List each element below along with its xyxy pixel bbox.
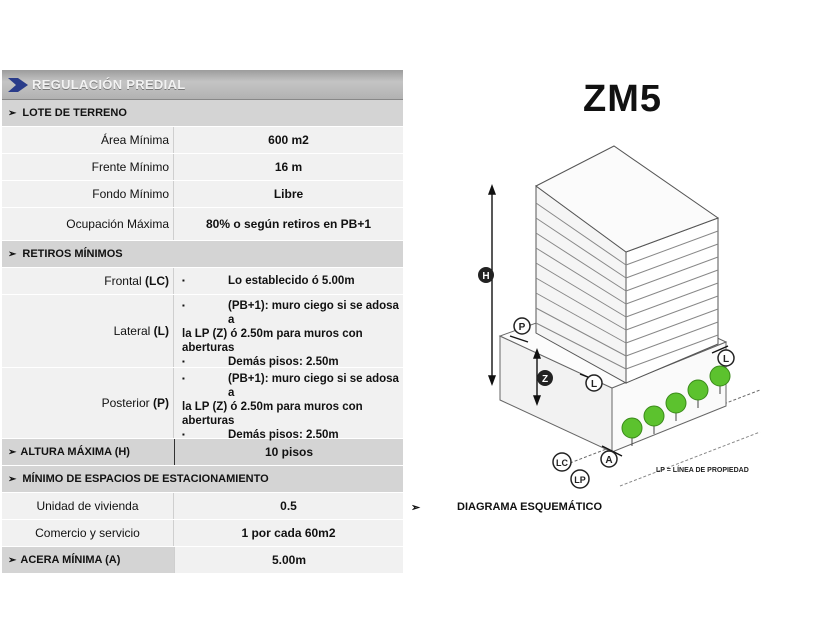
altura-row xyxy=(2,439,403,466)
row-label: Frente Mínimo xyxy=(2,154,174,180)
table-row xyxy=(2,208,403,241)
caption-text: DIAGRAMA ESQUEMÁTICO xyxy=(457,501,603,513)
label-l: L xyxy=(590,379,598,390)
arrow-icon: ➢ xyxy=(8,248,17,260)
section-title: MÍNIMO DE ESPACIOS DE ESTACIONAMIENTO xyxy=(22,473,269,485)
row-value: 0.5 xyxy=(280,499,297,513)
bullet-icon: ▪ xyxy=(182,357,185,366)
label-code: (LC) xyxy=(145,274,169,288)
value-text: (PB+1): muro ciego si se adosa a xyxy=(228,373,399,399)
table-header xyxy=(2,70,403,100)
value-text: aberturas xyxy=(182,342,235,354)
row-label xyxy=(2,547,175,573)
row-value: 10 pisos xyxy=(264,445,314,459)
table-row xyxy=(2,368,403,439)
label-lp: LP xyxy=(574,475,586,485)
table-row xyxy=(2,520,403,547)
table-row xyxy=(2,493,403,520)
row-label: Comercio y servicio xyxy=(2,520,174,546)
label-code: (L) xyxy=(153,324,169,338)
label-text: Lateral xyxy=(113,324,151,338)
label-text: Frontal xyxy=(104,274,142,288)
row-value: 80% o según retiros en PB+1 xyxy=(205,217,372,231)
label-h: H xyxy=(482,271,490,282)
row-label: Área Mínima xyxy=(2,127,174,153)
label-a: A xyxy=(605,455,613,466)
bullet-icon: ▪ xyxy=(182,301,185,310)
value-text: Demás pisos: 2.50m xyxy=(228,429,339,441)
regulation-table xyxy=(2,70,403,573)
table-row xyxy=(2,181,403,208)
legend-text: LP = LÍNEA DE PROPIEDAD xyxy=(656,467,749,474)
row-label xyxy=(2,295,174,367)
row-value: Libre xyxy=(273,187,304,201)
value-text: la LP (Z) ó 2.50m para muros con xyxy=(182,328,363,340)
arrow-icon: ➢ xyxy=(8,473,17,485)
label-text: ALTURA MÁXIMA (H) xyxy=(20,446,130,458)
table-row xyxy=(2,268,403,295)
section-title: RETIROS MÍNIMOS xyxy=(22,248,123,260)
row-value xyxy=(174,268,403,294)
diagram-caption xyxy=(411,501,602,514)
section-title: LOTE DE TERRENO xyxy=(22,107,127,119)
row-label xyxy=(2,439,175,465)
label-l: L xyxy=(722,354,730,365)
bullet-icon: ▪ xyxy=(182,374,185,383)
row-label: Ocupación Máxima xyxy=(2,208,174,240)
row-label xyxy=(2,268,174,294)
row-value: 1 por cada 60m2 xyxy=(241,526,336,540)
row-value: 600 m2 xyxy=(268,133,309,147)
section-lote xyxy=(2,100,403,127)
row-value xyxy=(174,368,403,441)
arrow-icon: ➢ xyxy=(8,554,17,566)
row-label: Fondo Mínimo xyxy=(2,181,174,207)
label-z: Z xyxy=(541,374,549,385)
bullet-icon: ▪ xyxy=(182,276,185,285)
chevron-right-icon xyxy=(8,78,28,92)
row-label: Unidad de vivienda xyxy=(2,493,174,519)
row-value: 16 m xyxy=(274,160,303,174)
table-row xyxy=(2,127,403,154)
table-title: REGULACIÓN PREDIAL xyxy=(32,77,186,92)
row-label xyxy=(2,368,174,438)
value-text: la LP (Z) ó 2.50m para muros con xyxy=(182,401,363,413)
label-lc: LC xyxy=(556,458,568,468)
arrow-icon: ➢ xyxy=(8,446,17,458)
value-text: Demás pisos: 2.50m xyxy=(228,356,339,368)
label-p: P xyxy=(518,322,526,333)
row-value xyxy=(174,295,403,367)
label-text: ACERA MÍNIMA (A) xyxy=(20,554,121,566)
value-text: aberturas xyxy=(182,415,235,427)
schematic-diagram xyxy=(470,128,770,498)
table-row xyxy=(2,295,403,368)
table-row xyxy=(2,154,403,181)
section-retiros xyxy=(2,241,403,268)
value-text: Lo establecido ó 5.00m xyxy=(228,275,355,287)
arrow-icon: ➢ xyxy=(411,502,421,514)
zone-title: ZM5 xyxy=(583,78,662,120)
label-text: Posterior xyxy=(101,396,150,410)
arrow-icon: ➢ xyxy=(8,107,17,119)
bullet-icon: ▪ xyxy=(182,430,185,439)
section-estacionamiento xyxy=(2,466,403,493)
value-text: (PB+1): muro ciego si se adosa a xyxy=(228,300,399,326)
label-code: (P) xyxy=(153,396,169,410)
row-value: 5.00m xyxy=(175,547,403,573)
acera-row xyxy=(2,547,403,573)
